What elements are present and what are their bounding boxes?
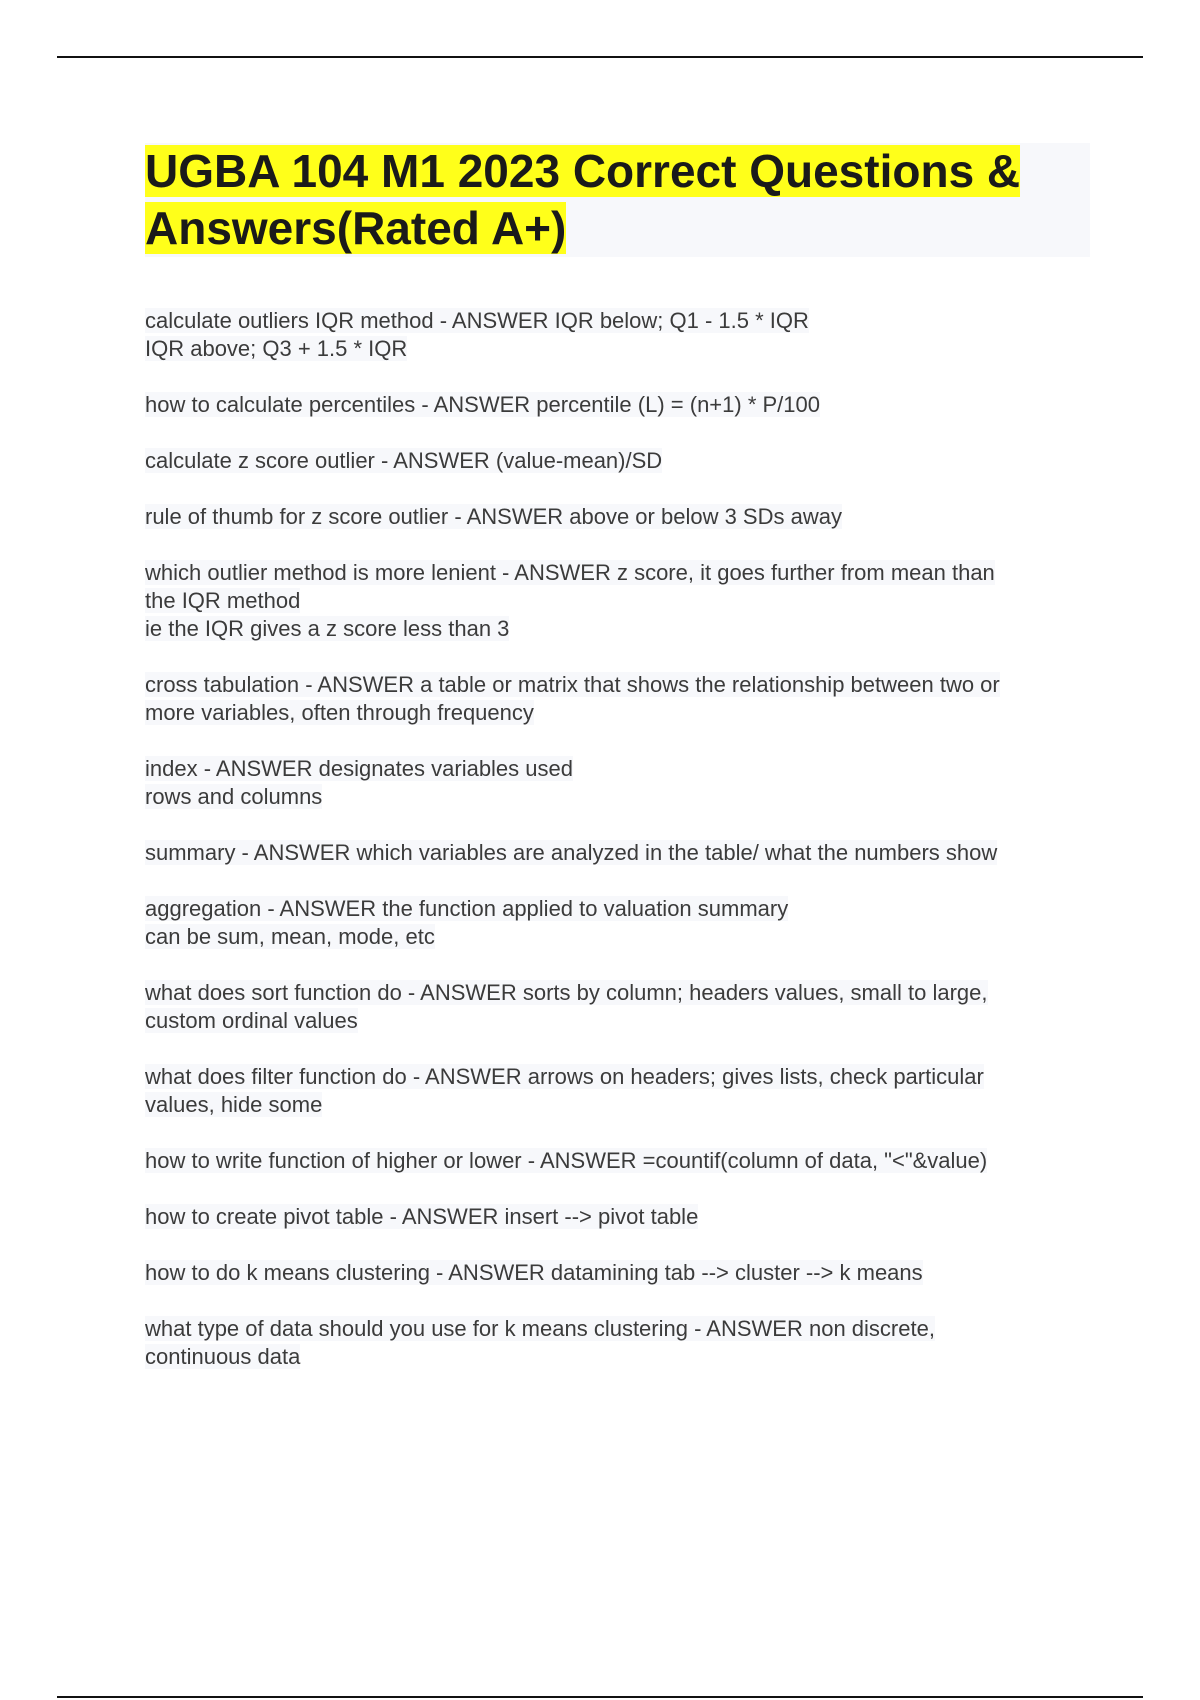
qa-line: what does sort function do - ANSWER sorts by column; headers values, small to large, xyxy=(145,980,988,1005)
document-title xyxy=(145,143,1090,257)
qa-entry xyxy=(145,755,1090,811)
qa-line: how to do k means clustering - ANSWER datamining tab --> cluster --> k means xyxy=(145,1260,923,1285)
qa-line: the IQR method xyxy=(145,588,301,613)
qa-line: index - ANSWER designates variables used xyxy=(145,756,573,781)
qa-line: which outlier method is more lenient - ANSWER z score, it goes further from mean than xyxy=(145,560,995,585)
qa-entry xyxy=(145,671,1090,727)
qa-entry xyxy=(145,1315,1090,1371)
qa-line: aggregation - ANSWER the function applied to valuation summary xyxy=(145,896,789,921)
qa-line: calculate z score outlier - ANSWER (value-mean)/SD xyxy=(145,448,663,473)
qa-line: rule of thumb for z score outlier - ANSWER above or below 3 SDs away xyxy=(145,504,842,529)
qa-entry xyxy=(145,307,1090,363)
qa-line: more variables, often through frequency xyxy=(145,700,534,725)
qa-entry xyxy=(145,1147,1090,1175)
qa-entry xyxy=(145,979,1090,1035)
qa-line: what does filter function do - ANSWER arrows on headers; gives lists, check particular xyxy=(145,1064,984,1089)
qa-line: calculate outliers IQR method - ANSWER IQR below; Q1 - 1.5 * IQR xyxy=(145,308,809,333)
qa-line: how to write function of higher or lower - ANSWER =countif(column of data, "<"&value) xyxy=(145,1148,988,1173)
qa-line: ie the IQR gives a z score less than 3 xyxy=(145,616,510,641)
qa-entry xyxy=(145,895,1090,951)
qa-line: IQR above; Q3 + 1.5 * IQR xyxy=(145,336,408,361)
qa-entry xyxy=(145,1203,1090,1231)
qa-line: rows and columns xyxy=(145,784,323,809)
qa-line: how to calculate percentiles - ANSWER percentile (L) = (n+1) * P/100 xyxy=(145,392,820,417)
qa-line: cross tabulation - ANSWER a table or matrix that shows the relationship between two or xyxy=(145,672,1000,697)
qa-line: values, hide some xyxy=(145,1092,323,1117)
qa-list xyxy=(145,307,1090,1371)
qa-entry xyxy=(145,1063,1090,1119)
bottom-rule xyxy=(57,1696,1143,1698)
top-rule xyxy=(57,56,1143,58)
qa-line: continuous data xyxy=(145,1344,301,1369)
qa-entry xyxy=(145,839,1090,867)
qa-entry xyxy=(145,503,1090,531)
qa-entry xyxy=(145,559,1090,643)
qa-line: can be sum, mean, mode, etc xyxy=(145,924,435,949)
qa-entry xyxy=(145,1259,1090,1287)
qa-entry xyxy=(145,447,1090,475)
qa-line: custom ordinal values xyxy=(145,1008,358,1033)
title-highlight: UGBA 104 M1 2023 Correct Questions & Answers(Rated A+) xyxy=(145,145,1021,254)
title-block xyxy=(145,143,1090,257)
qa-line: how to create pivot table - ANSWER insert --> pivot table xyxy=(145,1204,699,1229)
qa-line: what type of data should you use for k means clustering - ANSWER non discrete, xyxy=(145,1316,935,1341)
document-body xyxy=(145,143,1090,1399)
qa-line: summary - ANSWER which variables are analyzed in the table/ what the numbers show xyxy=(145,840,998,865)
qa-entry xyxy=(145,391,1090,419)
